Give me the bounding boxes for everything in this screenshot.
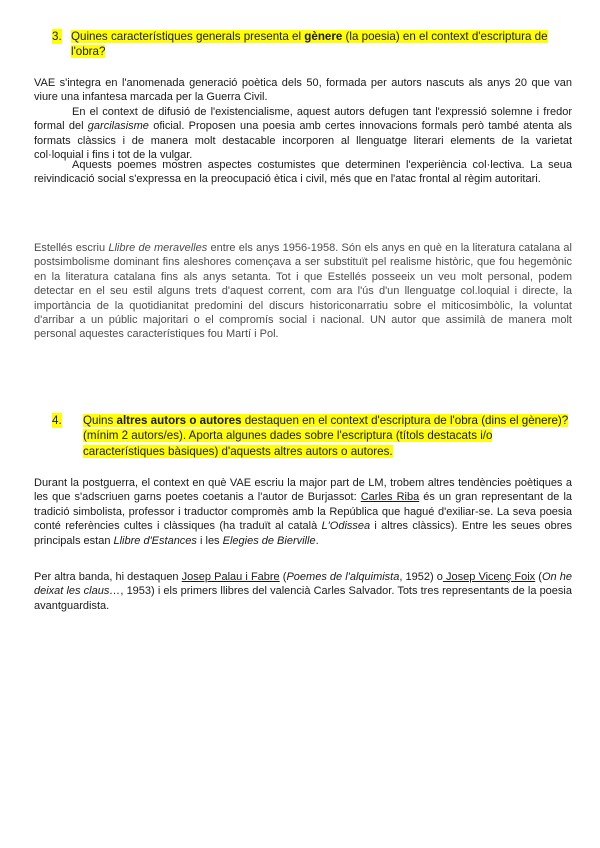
answer-paragraph-3: Aquests poemes mostren aspectes costumistes que determinen l'experiència col·lectiva. La seua reivindicació social s'expressa en la preocupació ètica i civil, més que en l'atac frontal al règim autoritari. bbox=[34, 159, 572, 186]
question-3 bbox=[52, 29, 572, 61]
author-link-carles-riba[interactable]: Carles Riba bbox=[360, 491, 420, 504]
answer-paragraph-2: En el context de difusió de l'existencialisme, aquest autors defugen tant l'expressió solemne i fredor formal del garcilasisme oficial. Proposen una poesia amb certes innovacions formals però també atenta als formats clàssics i de manera molt destacable incorporen al llenguatge literari elements de la varietat col·loquial i fins i tot de la vulgar. bbox=[34, 106, 572, 162]
question-text: Quines característiques generals presenta el gènere (la poesia) en el context d'escriptura de l'obra? bbox=[71, 30, 548, 59]
question-number: 4. bbox=[52, 414, 62, 427]
answer-paragraph-1: VAE s'integra en l'anomenada generació poètica dels 50, formada per autors nascuts als anys 20 que van viure una infantesa marcada per la Guerra Civil. bbox=[34, 77, 572, 104]
answer-paragraph-5: Durant la postguerra, el context en què VAE escriu la major part de LM, trobem altres tendències poètiques a les que s'adscriuen garns poetes coetanis a l'autor de Burjassot: Carles Riba és un gran representant de la tradició simbolista, professor i traductor compromès amb la República que hagué d'exiliar-se. La seva poesia conté referències cultes i clàssiques (ha traduït al català L'Odissea i altres clàssics). Entre les seues obres principals estan Llibre d'Estances i les Elegies de Bierville. bbox=[34, 477, 573, 547]
question-4 bbox=[52, 413, 572, 461]
question-number: 3. bbox=[52, 30, 62, 43]
answer-paragraph-6: Per altra banda, hi destaquen Josep Palau i Fabre (Poemes de l'alquimista, 1952) o Josep Vicenç Foix (On he deixat les claus…, 1953) i els primers llibres del valencià Carles Salvador. Tots tres representants de la poesia avantguardista. bbox=[34, 571, 572, 612]
author-link-josep-vicenc-foix[interactable]: Josep Vicenç Foix bbox=[442, 571, 536, 583]
question-text: Quins altres autors o autores destaquen en el context d'escriptura de l'obra (dins el gènere)? (mínim 2 autors/es). Aporta algunes dades sobre l'escriptura (títols destacats i/o característiques bàsiques) d'aquests altres autors o autores. bbox=[83, 414, 569, 458]
author-link-josep-palau-i-fabre[interactable]: Josep Palau i Fabre bbox=[181, 571, 280, 583]
answer-paragraph-4: Estellés escriu Llibre de meravelles entre els anys 1956-1958. Són els anys en què en la literatura catalana al postsimbolisme dominant fins aleshores començava a ser substituït pel realisme històric, que fou hegemònic en la literatura catalana fins als anys setanta. Tot i que Estellés posseeix un veu molt personal, podem detectar en el seu estil alguns trets d'aquest corrent, com ara l'ús d'un llenguatge col.loquial i directe, la importància de la quotidianitat predomini del discurs historiconarratiu sobre el miticosimbòlic, la voluntat d'arribar a un públic majoritari o el compromís social i nacional. UN autor que assimilà de manera molt personal aquestes característiques fou Martí i Pol. bbox=[34, 242, 572, 341]
